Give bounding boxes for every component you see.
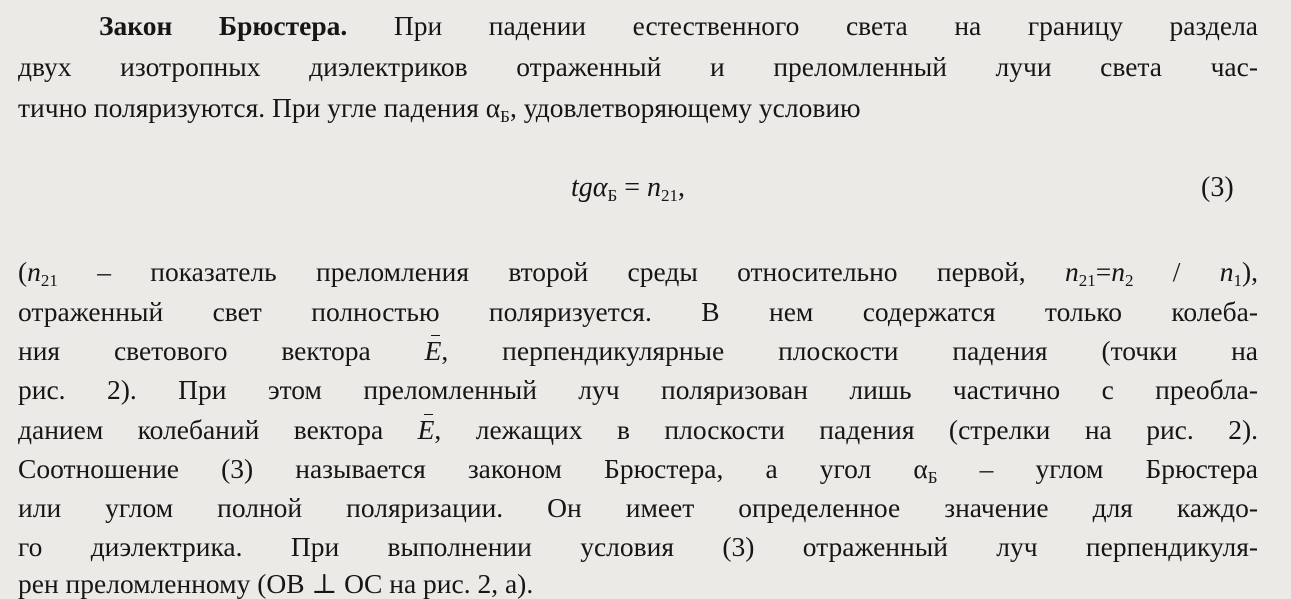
brewster-formula (571, 172, 685, 206)
subscript-b: Б (500, 107, 510, 126)
formula-n-subscript: 21 (661, 186, 679, 205)
text-line-4 (18, 258, 1258, 289)
alpha-symbol: α (913, 453, 928, 484)
text-fragment: – углом Брюстера (937, 453, 1258, 484)
text-line-1 (99, 12, 1258, 40)
section-heading: Закон Брюстера. (99, 10, 348, 41)
text-fragment: При падении естественного света на границу раздела (347, 10, 1259, 41)
paren-close: ), (1241, 256, 1259, 287)
text-fragment: ния светового вектора (18, 335, 425, 366)
text-fragment: , лежащих в плоскости падения (стрелки на рис. 2). (434, 414, 1258, 445)
subscript-2: 2 (1124, 271, 1134, 290)
formula-lhs: tgα (571, 172, 608, 203)
formula-lhs-subscript: Б (607, 186, 618, 205)
vector-e: E (417, 414, 435, 445)
text-fragment: , удовлетворяющему условию (509, 92, 861, 123)
text-line-12: рен преломленному (OB ⊥ OC на рис. 2, а). (18, 568, 534, 599)
equation-number: (3) (1201, 172, 1234, 203)
symbol-n: n (27, 256, 41, 287)
formula-comma: , (678, 172, 686, 203)
text-fragment: , перпендикулярные плоскости падения (точки на (441, 335, 1258, 366)
text-line-9 (18, 455, 1258, 486)
subscript-1: 1 (1233, 271, 1242, 290)
text-line-6 (18, 337, 1258, 365)
text-line-8 (18, 416, 1258, 444)
text-line-3 (18, 94, 1258, 125)
text-fragment: тично поляризуются. При угле падения (18, 92, 486, 123)
formula-n: n (647, 172, 662, 203)
equals-sign: = (1095, 256, 1112, 287)
subscript-21: 21 (40, 271, 58, 290)
text-line-5: отраженный свет полностью поляризуется. В нем содержатся только колеба- (18, 296, 1258, 327)
subscript-21: 21 (1078, 271, 1096, 290)
text-line-2: двух изотропных диэлектриков отраженный и преломленный лучи света час- (18, 51, 1258, 82)
paren-open: ( (18, 256, 28, 287)
text-line-10: или углом полной поляризации. Он имеет определенное значение для каждо- (18, 492, 1258, 523)
vector-e: E (424, 335, 442, 366)
text-fragment: данием колебаний вектора (18, 414, 418, 445)
text-line-7: рис. 2). При этом преломленный луч поляризован лишь частично с преобла- (18, 374, 1258, 405)
subscript-b: Б (927, 468, 938, 487)
text-fragment: – показатель преломления второй среды относительно первой, (57, 256, 1065, 287)
alpha-symbol: α (485, 92, 501, 123)
text-fragment: Соотношение (3) называется законом Брюстера, а угол (18, 453, 914, 484)
symbol-n: n (1219, 256, 1234, 287)
slash: / (1133, 256, 1220, 287)
symbol-n: n (1111, 256, 1125, 287)
formula-equals: = (617, 172, 648, 203)
text-line-11: го диэлектрика. При выполнении условия (3) отраженный луч перпендикуля- (18, 531, 1258, 562)
symbol-n: n (1064, 256, 1079, 287)
